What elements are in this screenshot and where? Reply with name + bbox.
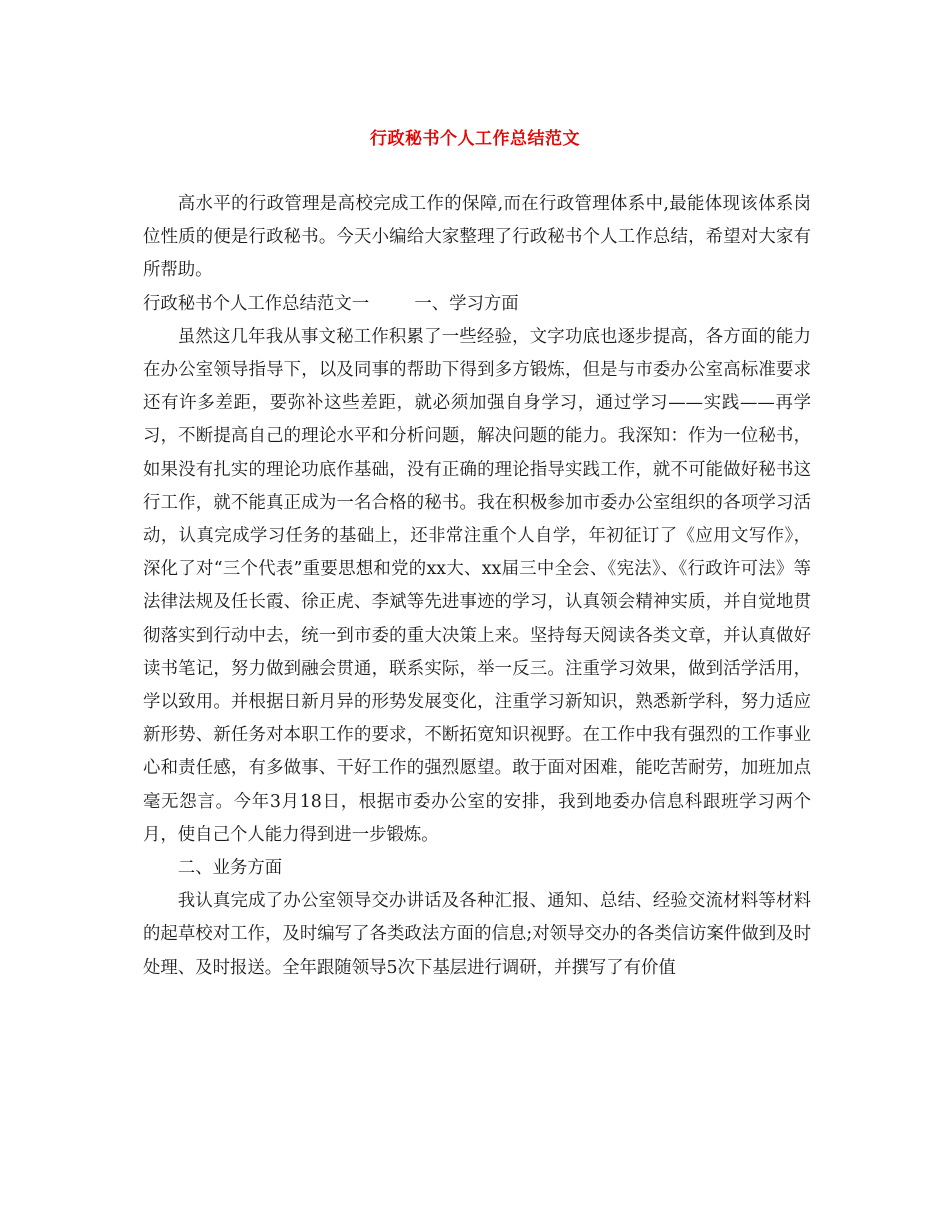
document-body bbox=[143, 188, 811, 985]
section1-label: 行政秘书个人工作总结范文一 bbox=[143, 293, 370, 314]
section2-heading: 二、业务方面 bbox=[177, 858, 283, 879]
section2-paragraph: 我认真完成了办公室领导交办讲话及各种汇报、通知、总结、经验交流材料等材料的起草校对工作，及时编写了各类政法方面的信息;对领导交办的各类信访案件做到及时处理、及时报送。全年跟随领导5次下基层进行调研，并撰写了有价值 bbox=[143, 891, 811, 978]
document-title: 行政秘书个人工作总结范文 bbox=[370, 129, 580, 149]
section1-heading: 一、学习方面 bbox=[414, 293, 519, 314]
section1-paragraph: 虽然这几年我从事文秘工作积累了一些经验，文字功底也逐步提高，各方面的能力在办公室领导指导下，以及同事的帮助下得到多方锻炼，但是与市委办公室高标准要求还有许多差距，要弥补这些差距，就必须加强自身学习，通过学习——实践——再学习，不断提高自己的理论水平和分析问题，解决问题的能力。我深知：作为一位秘书，如果没有扎实的理论功底作基础，没有正确的理论指导实践工作，就不可能做好秘书这行工作，就不能真正成为一名合格的秘书。我在积极参加市委办公室组织的各项学习活动，认真完成学习任务的基础上，还非常注重个人自学，年初征订了《应用文写作》，深化了对“三个代表”重要思想和党的xx大、xx届三中全会、《宪法》、《行政许可法》等法律法规及任长霞、徐正虎、李斌等先进事迹的学习，认真领会精神实质，并自觉地贯彻落实到行动中去，统一到市委的重大决策上来。坚持每天阅读各类文章，并认真做好读书笔记，努力做到融会贯通，联系实际，举一反三。注重学习效果，做到活学活用，学以致用。并根据日新月异的形势发展变化，注重学习新知识，熟悉新学科，努力适应新形势、新任务对本职工作的要求，不断拓宽知识视野。在工作中我有强烈的工作事业心和责任感，有多做事、干好工作的强烈愿望。敢于面对困难，能吃苦耐劳，加班加点毫无怨言。今年3月18日，根据市委办公室的安排，我到地委办信息科跟班学习两个月，使自己个人能力得到进一步锻炼。 bbox=[143, 326, 811, 845]
section1-heading-line bbox=[143, 288, 811, 321]
intro-paragraph: 高水平的行政管理是高校完成工作的保障,而在行政管理体系中,最能体现该体系岗位性质的便是行政秘书。今天小编给大家整理了行政秘书个人工作总结，希望对大家有所帮助。 bbox=[143, 194, 811, 281]
